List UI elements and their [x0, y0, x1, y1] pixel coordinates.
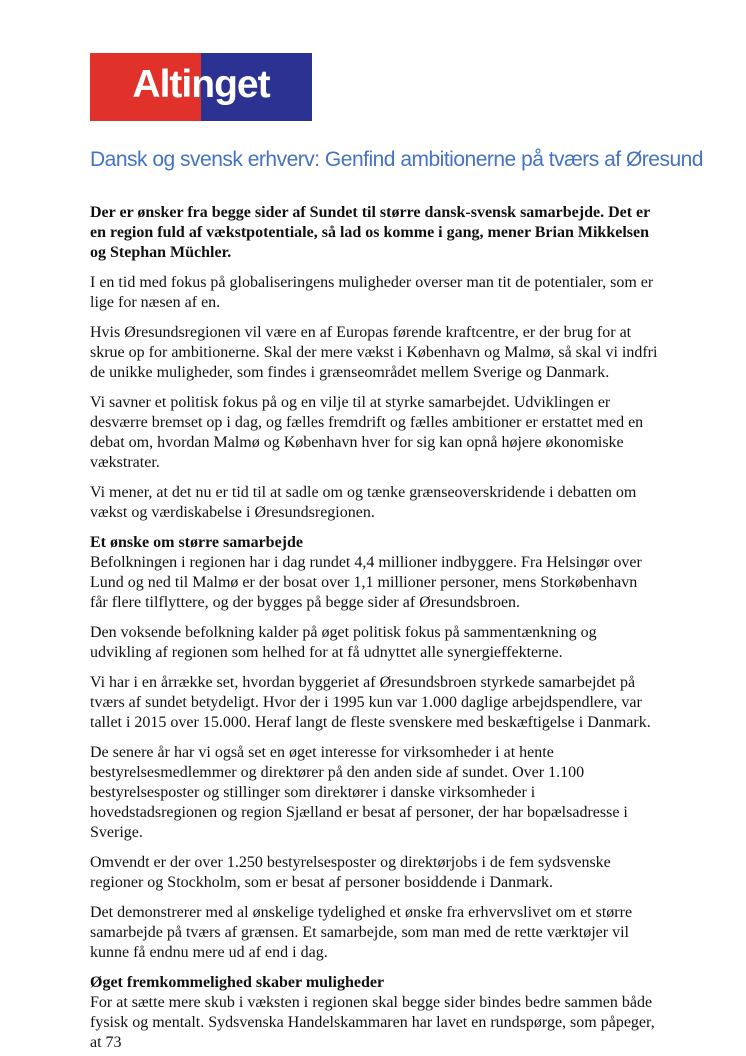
article-intro: Der er ønsker fra begge sider af Sundet til større dansk-svensk samarbejde. Det er en region fuld af vækstpotentiale, så lad os komme i gang, mener Brian Mikkelsen og Stephan Müchler. — [90, 204, 650, 261]
article-title: Dansk og svensk erhverv: Genfind ambitionerne på tværs af Øresund — [90, 148, 703, 171]
logo-wordmark: Altinget — [132, 62, 270, 106]
altinget-logo — [90, 53, 312, 121]
article-paragraph: Befolkningen i regionen har i dag rundet 4,4 millioner indbyggere. Fra Helsingør over Lund og ned til Malmø er der bosat over 1,1 millioner personer, mens Storkøbenhavn får flere tilflyttere, og der bygges på begge sider af Øresundsbroen. — [90, 554, 642, 611]
article-paragraph: Vi har i en årrække set, hvordan byggeriet af Øresundsbroen styrkede samarbejdet på tværs af sundet betydeligt. Hvor der i 1995 kun var 1.000 daglige arbejdspendlere, var tallet i 2015 over 15.000. Heraf langt de fleste svenskere med beskæftigelse i Danmark. — [90, 674, 651, 731]
article-paragraph: Vi mener, at det nu er tid til at sadle om og tænke grænseoverskridende i debatten om vækst og værdiskabelse i Øresundsregionen. — [90, 484, 637, 521]
article-paragraph: Den voksende befolkning kalder på øget politisk fokus på sammentænkning og udvikling af regionen som helhed for at få udnyttet alle synergieffekterne. — [90, 624, 597, 661]
article-paragraph: For at sætte mere skub i væksten i regionen skal begge sider bindes bedre sammen både fysisk og mentalt. Sydsvenska Handelskammaren har lavet en rundspørge, som påpeger, at 73 — [90, 994, 655, 1051]
article-paragraph: Omvendt er der over 1.250 bestyrelsesposter og direktørjobs i de fem sydsvenske regioner og Stockholm, som er besat af personer bosiddende i Danmark. — [90, 854, 611, 891]
article-paragraph: Det demonstrerer med al ønskelige tydelighed et ønske fra erhvervslivet om et større samarbejde på tværs af grænsen. Et samarbejde, som man med de rette værktøjer vil kunne få endnu mere ud af end i dag. — [90, 904, 633, 961]
section-heading-samarbejde: Et ønske om større samarbejde — [90, 534, 304, 551]
article-paragraph: I en tid med fokus på globaliseringens muligheder overser man tit de potentialer, som er lige for næsen af en. — [90, 274, 654, 311]
article-paragraph: Vi savner et politisk fokus på og en vilje til at styrke samarbejdet. Udviklingen er desværre bremset op i dag, og fælles fremdrift og fælles ambitioner er erstattet med en debat om, hvordan Malmø og København hver for sig kan opnå højere økonomiske vækstrater. — [90, 394, 644, 471]
section-heading-fremkommelighed: Øget fremkommelighed skaber muligheder — [90, 974, 385, 991]
article-paragraph: Hvis Øresundsregionen vil være en af Europas førende kraftcentre, er der brug for at skrue op for ambitionerne. Skal der mere vækst i København og Malmø, så skal vi indfri de unikke muligheder, som findes i grænseområdet mellem Sverige og Danmark. — [90, 324, 658, 381]
article-body — [90, 203, 658, 1053]
article-paragraph: De senere år har vi også set en øget interesse for virksomheder i at hente bestyrelsesmedlemmer og direktører på den anden side af sundet. Over 1.100 bestyrelsesposter og stillinger som direktører i danske virksomheder i hovedstadsregionen og region Sjælland er besat af personer, der har bopælsadresse i Sverige. — [90, 744, 628, 841]
